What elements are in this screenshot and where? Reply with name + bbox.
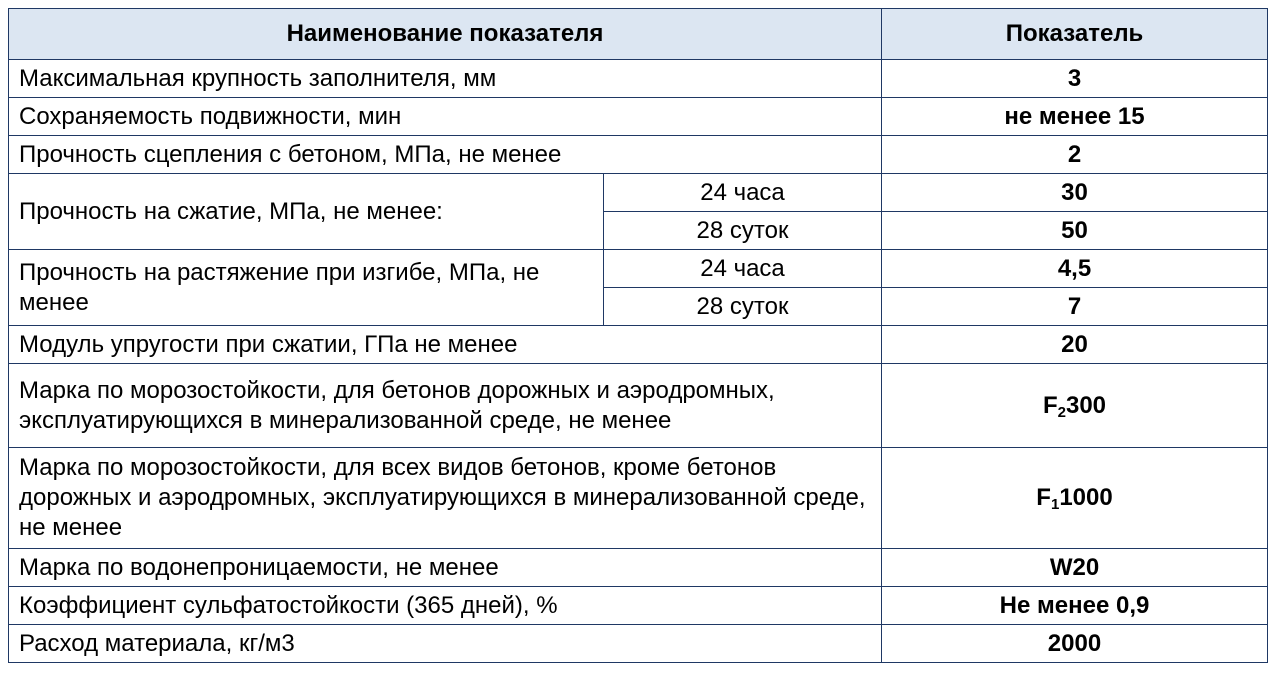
table-row: [9, 549, 1268, 587]
row-value: W20: [882, 549, 1268, 587]
row-value: [882, 448, 1268, 549]
header-value-column: Показатель: [882, 9, 1268, 60]
row-name: Модуль упругости при сжатии, ГПа не менее: [9, 326, 882, 364]
row-value: 20: [882, 326, 1268, 364]
row-name: Прочность на растяжение при изгибе, МПа, не менее: [9, 250, 604, 326]
row-value: 4,5: [882, 250, 1268, 288]
table-row: [9, 136, 1268, 174]
spec-table-container: [8, 8, 1268, 663]
table-row: [9, 60, 1268, 98]
row-value: 2: [882, 136, 1268, 174]
row-value: 3: [882, 60, 1268, 98]
table-header-row: [9, 9, 1268, 60]
row-name: Коэффициент сульфатостойкости (365 дней), %: [9, 587, 882, 625]
value-main: 1000: [1059, 484, 1113, 511]
row-sub-label: 28 суток: [604, 288, 882, 326]
table-row: [9, 174, 1268, 212]
row-value: [882, 364, 1268, 448]
row-name: Марка по морозостойкости, для бетонов дорожных и аэродромных, эксплуатирующихся в минерализованной среде, не менее: [9, 364, 882, 448]
row-name: Прочность на сжатие, МПа, не менее:: [9, 174, 604, 250]
table-row: [9, 364, 1268, 448]
row-name: Марка по водонепроницаемости, не менее: [9, 549, 882, 587]
value-subscript: 2: [1057, 403, 1066, 421]
table-row: [9, 448, 1268, 549]
header-name-column: Наименование показателя: [9, 9, 882, 60]
row-value: 2000: [882, 625, 1268, 663]
table-row: [9, 326, 1268, 364]
row-sub-label: 24 часа: [604, 174, 882, 212]
table-row: [9, 98, 1268, 136]
table-row: [9, 250, 1268, 288]
table-row: [9, 625, 1268, 663]
row-name: Марка по морозостойкости, для всех видов бетонов, кроме бетонов дорожных и аэродромных, эксплуатирующихся в минерализованной среде, не менее: [9, 448, 882, 549]
row-name: Сохраняемость подвижности, мин: [9, 98, 882, 136]
row-value: 50: [882, 212, 1268, 250]
row-name: Максимальная крупность заполнителя, мм: [9, 60, 882, 98]
value-prefix: F: [1042, 391, 1058, 419]
row-sub-label: 28 суток: [604, 212, 882, 250]
row-sub-label: 24 часа: [604, 250, 882, 288]
value-main: 300: [1065, 391, 1107, 419]
value-subscript: 1: [1050, 496, 1060, 513]
table-row: [9, 587, 1268, 625]
row-name: Прочность сцепления с бетоном, МПа, не менее: [9, 136, 882, 174]
row-value: Не менее 0,9: [882, 587, 1268, 625]
row-value: не менее 15: [882, 98, 1268, 136]
specifications-table: [8, 8, 1268, 663]
row-value: 30: [882, 174, 1268, 212]
value-prefix: F: [1036, 484, 1051, 511]
row-name: Расход материала, кг/м3: [9, 625, 882, 663]
row-value: 7: [882, 288, 1268, 326]
